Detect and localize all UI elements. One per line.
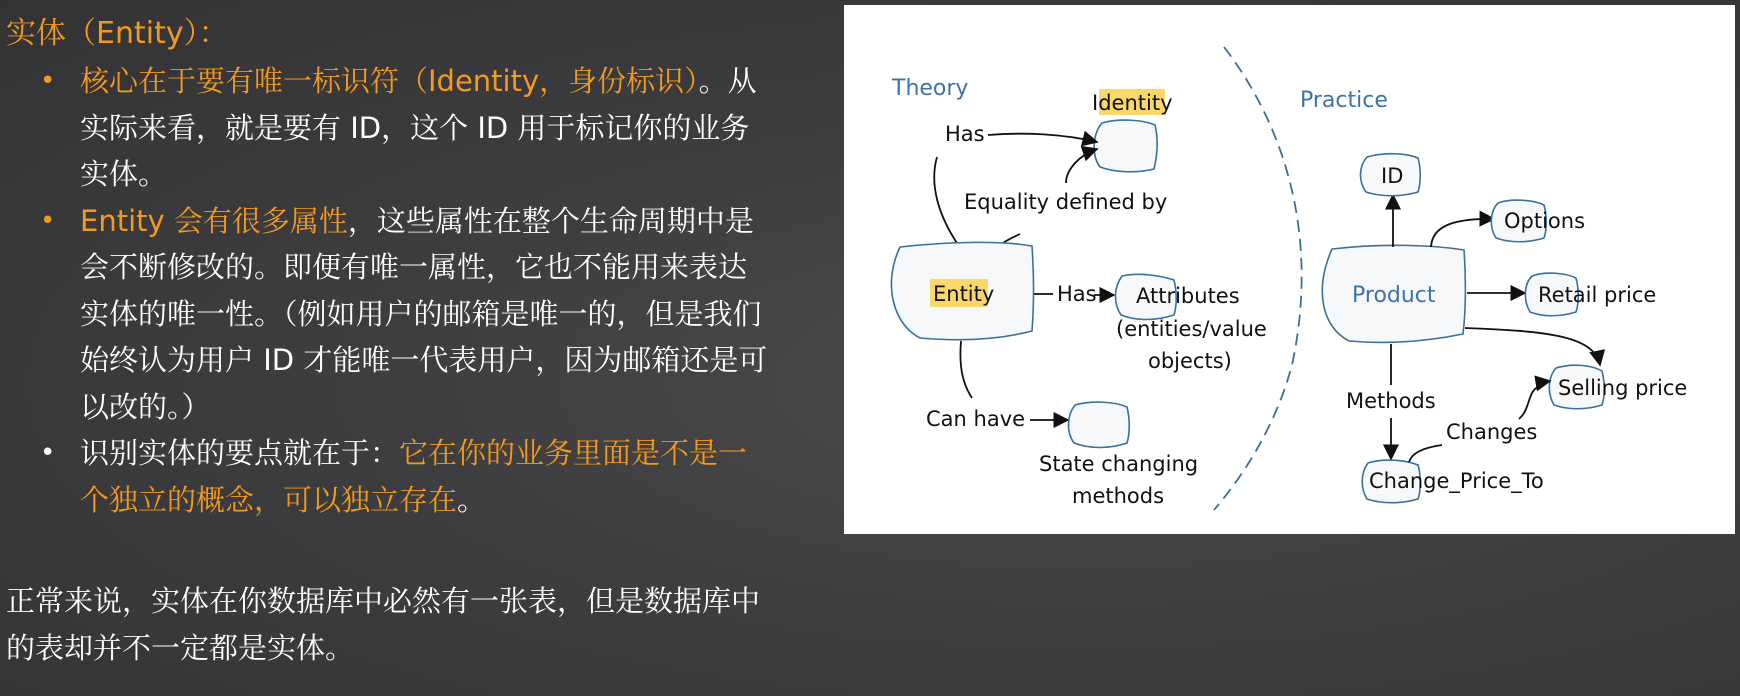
id-label: ID (1381, 164, 1404, 188)
methods-label: Methods (1346, 389, 1436, 413)
state-methods-label-2: methods (1072, 484, 1165, 508)
bullet-lead: 识别实体的要点就在于： (80, 436, 400, 470)
theory-practice-divider (1214, 47, 1302, 510)
footer-note: 正常来说，实体在你数据库中必然有一张表，但是数据库中的表却并不一定都是实体。 (6, 584, 761, 665)
bullet-highlight: 核心在于要有唯一标识符（Identity，身份标识） (80, 64, 699, 98)
bullet-item-identify (0, 430, 770, 523)
has-mid-label: Has (1057, 282, 1097, 306)
bullet-dot-icon: • (40, 205, 56, 236)
can-have-label: Can have (926, 407, 1026, 431)
attributes-label-2: (entities/value (1116, 317, 1267, 341)
options-label: Options (1504, 209, 1586, 233)
state-methods-node (1068, 402, 1129, 447)
entity-label: Entity (933, 282, 995, 306)
slide-heading: 实体（Entity）： (6, 16, 229, 51)
selling-price-label: Selling price (1558, 376, 1688, 400)
equality-label: Equality defined by (964, 190, 1168, 214)
retail-price-label: Retail price (1538, 283, 1657, 307)
bullet-item-attributes (0, 198, 770, 431)
attributes-label-1: Attributes (1136, 284, 1240, 308)
has-top-arrow (988, 134, 1097, 142)
bullet-list (0, 58, 780, 523)
bullet-dot-icon: • (40, 438, 56, 468)
identity-node (1094, 120, 1157, 172)
changes-label: Changes (1446, 420, 1538, 444)
has-top-label: Has (945, 122, 985, 146)
practice-title: Practice (1300, 88, 1388, 113)
bullet-tail: 。 (457, 482, 487, 517)
entity-diagram (844, 5, 1735, 534)
bullet-item-identity (0, 58, 770, 198)
bullet-dot-icon: • (40, 66, 56, 96)
identity-label-prefix: Id (1092, 91, 1112, 115)
text-panel (0, 0, 800, 696)
theory-title: Theory (892, 76, 969, 101)
change-price-to-label: Change_Price_To (1369, 469, 1544, 493)
attributes-label-3: objects) (1148, 349, 1232, 373)
diagram-svg (844, 5, 1735, 534)
bullet-text: 。从实际来看，就是要有 ID，这个 ID 用于标记你的业务实体。 (80, 64, 757, 191)
identity-label-highlight: entity (1111, 91, 1173, 115)
entity-to-can-have-line (960, 341, 972, 398)
identity-label (1092, 91, 1173, 115)
product-to-selling-arrow (1465, 328, 1600, 365)
product-to-options-arrow (1431, 219, 1494, 247)
entity-to-has-line (934, 157, 959, 246)
equality-arrow (1066, 149, 1097, 183)
change-price-to-changes-line (1409, 445, 1442, 462)
bullet-text: ，这些属性在整个生命周期中是会不断修改的。即便有唯一属性，它也不能用来表达实体的唯一性。（例如用户的邮箱是唯一的，但是我们始终认为用户 ID 才能唯一代表用户，因为邮箱还是可以改的。） (80, 203, 768, 424)
bullet-highlight: Entity 会有很多属性 (80, 203, 348, 238)
product-label: Product (1352, 283, 1436, 308)
bullet-highlight: 它在你的业务里面是不是一个独立的概念，可以独立存在 (80, 436, 748, 517)
changes-arrow (1519, 381, 1550, 419)
state-methods-label-1: State changing (1039, 452, 1199, 476)
